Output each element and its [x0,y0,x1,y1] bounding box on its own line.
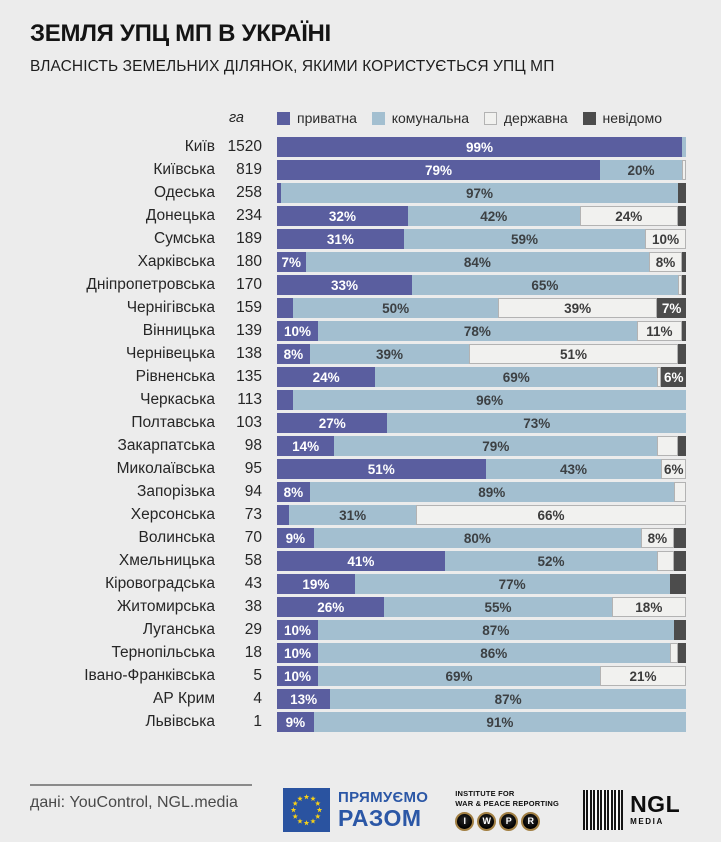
stacked-bar [277,367,686,387]
region-label: Рівненська [135,368,215,385]
chart-row [30,183,691,203]
chart-header [30,108,691,128]
bar-segment-private [277,505,289,525]
bar-segment-private: 51% [277,459,486,479]
region-label: Волинська [138,529,215,546]
chart-row [30,413,691,433]
bar-segment-unknown [682,275,686,295]
legend-label-communal: комунальна [391,110,470,126]
stacked-bar [277,252,686,272]
bar-segment-communal: 59% [404,229,645,249]
footer [30,784,691,832]
region-label: Сумська [154,230,215,247]
bar-segment-private: 10% [277,321,318,341]
bar-segment-communal: 52% [445,551,658,571]
stacked-bar [277,528,686,548]
stacked-bar [277,689,686,709]
chart-row [30,344,691,364]
legend-item-private [277,110,357,126]
legend-swatch-communal [372,112,385,125]
region-label: Полтавська [131,414,215,431]
page-title: ЗЕМЛЯ УПЦ МП В УКРАЇНІ [30,20,331,47]
hectares-value: 258 [236,184,262,201]
legend-swatch-state [484,112,497,125]
stacked-bar [277,597,686,617]
chart-row [30,436,691,456]
ngl-logo-line1: NGL [630,791,681,818]
bar-segment-communal: 73% [387,413,686,433]
bar-segment-state: 6% [661,459,686,479]
stacked-bar [277,712,686,732]
chart-row [30,482,691,502]
stacked-bar [277,436,686,456]
bar-segment-private [277,298,293,318]
chart-row [30,528,691,548]
hectares-value: 180 [236,253,262,270]
ngl-logo-text [630,791,681,826]
bar-segment-communal: 79% [334,436,657,456]
bar-segment-communal: 89% [310,482,674,502]
hectares-value: 1520 [227,138,262,155]
stacked-bar [277,275,686,295]
bar-segment-communal [682,137,686,157]
bar-segment-unknown [682,252,686,272]
region-label: Херсонська [130,506,215,523]
bar-segment-private: 24% [277,367,375,387]
bar-segment-private: 79% [277,160,600,180]
bar-segment-unknown: 6% [661,367,686,387]
bar-segment-private: 8% [277,344,310,364]
chart-row [30,229,691,249]
region-label: Київська [153,161,215,178]
region-label: Львівська [145,713,215,730]
data-source: дані: YouControl, NGL.media [30,784,252,812]
chart-row [30,390,691,410]
stacked-bar [277,620,686,640]
iwpr-key-p: P [499,812,518,831]
bar-segment-communal: 20% [600,160,682,180]
bar-segment-unknown [678,206,686,226]
chart-row [30,275,691,295]
bar-segment-private: 10% [277,643,318,663]
hectares-value: 189 [236,230,262,247]
chart-row [30,689,691,709]
stacked-bar [277,298,686,318]
hectares-value: 159 [236,299,262,316]
chart-row [30,367,691,387]
chart-row [30,712,691,732]
bar-segment-unknown [678,643,686,663]
bar-segment-communal: 65% [412,275,678,295]
region-label: Миколаївська [116,460,215,477]
iwpr-logo-line1: INSTITUTE FOR [455,789,515,799]
partner-logos [283,788,680,832]
bar-segment-unknown [678,344,686,364]
stacked-bar [277,551,686,571]
region-label: Луганська [142,621,215,638]
bar-segment-unknown [674,528,686,548]
bar-segment-unknown [674,551,686,571]
eu-logo [283,788,428,832]
chart-row [30,643,691,663]
bar-segment-unknown: 7% [657,298,686,318]
bar-segment-private: 33% [277,275,412,295]
bar-segment-state: 66% [416,505,686,525]
eu-logo-line1: ПРЯМУЄМО [338,789,429,806]
region-label: Запорізька [137,483,215,500]
region-label: Кіровоградська [105,575,215,592]
bar-segment-private: 9% [277,712,314,732]
chart-row [30,459,691,479]
region-label: Чернігівська [126,299,215,316]
bar-segment-communal: 31% [289,505,416,525]
chart-rows [30,137,691,732]
bar-segment-communal: 42% [408,206,580,226]
bar-segment-private: 26% [277,597,384,617]
region-label: Дніпропетровська [86,276,215,293]
bar-segment-private: 14% [277,436,334,456]
region-label: Донецька [145,207,215,224]
iwpr-logo-text [455,789,559,808]
legend [277,110,686,126]
bar-segment-communal: 69% [375,367,657,387]
legend-swatch-private [277,112,290,125]
bar-segment-unknown [678,436,686,456]
bar-segment-private [277,390,293,410]
bar-segment-private: 9% [277,528,314,548]
bar-segment-state: 8% [641,528,674,548]
hectares-value: 103 [236,414,262,431]
bar-segment-communal: 86% [318,643,670,663]
stacked-bar [277,160,686,180]
bar-segment-private: 10% [277,666,318,686]
chart-row [30,574,691,594]
iwpr-key-r: R [521,812,540,831]
bar-segment-unknown [670,574,686,594]
bar-segment-private: 13% [277,689,330,709]
hectares-value: 73 [244,506,262,523]
stacked-bar [277,229,686,249]
iwpr-key-w: W [477,812,496,831]
bar-segment-state: 21% [600,666,686,686]
stacked-bar [277,459,686,479]
bar-segment-communal: 78% [318,321,637,341]
hectares-value: 1 [253,713,262,730]
hectares-value: 38 [244,598,262,615]
bar-segment-private: 8% [277,482,310,502]
chart-row [30,252,691,272]
hectares-value: 139 [236,322,262,339]
bar-segment-communal: 87% [318,620,674,640]
stacked-bar [277,643,686,663]
chart-row [30,620,691,640]
chart-row [30,551,691,571]
stacked-bar [277,505,686,525]
bar-segment-state: 10% [645,229,686,249]
ngl-media-logo [583,790,680,830]
region-label: Житомирська [116,598,215,615]
bar-segment-state: 8% [649,252,682,272]
bar-segment-state: 18% [612,597,686,617]
hectares-value: 58 [244,552,262,569]
legend-item-communal [372,110,469,126]
region-label: Тернопільська [111,644,215,661]
chart-row [30,298,691,318]
iwpr-logo [455,789,559,831]
bar-segment-state [682,160,686,180]
iwpr-key-icons [455,812,540,831]
legend-item-unknown [583,110,662,126]
legend-label-state: державна [503,110,568,126]
chart-row [30,206,691,226]
chart-row [30,597,691,617]
hectares-value: 4 [253,690,262,707]
bar-segment-private: 10% [277,620,318,640]
hectares-value: 29 [244,621,262,638]
bar-segment-state [674,482,686,502]
chart-row [30,505,691,525]
eu-flag-icon [283,788,330,832]
hectares-value: 94 [244,483,262,500]
bar-segment-communal: 69% [318,666,600,686]
unit-header: га [228,110,244,126]
hectares-value: 170 [236,276,262,293]
bar-segment-communal: 80% [314,528,641,548]
bar-segment-private: 7% [277,252,306,272]
hectares-value: 135 [236,368,262,385]
bar-segment-state: 39% [498,298,658,318]
bar-segment-private: 19% [277,574,355,594]
iwpr-logo-line2: WAR & PEACE REPORTING [455,798,560,808]
region-label: Київ [184,138,215,155]
region-label: Чернівецька [126,345,215,362]
hectares-value: 138 [236,345,262,362]
region-label: Хмельницька [118,552,215,569]
iwpr-key-i: I [455,812,474,831]
stacked-bar [277,183,686,203]
page-subtitle: ВЛАСНІСТЬ ЗЕМЕЛЬНИХ ДІЛЯНОК, ЯКИМИ КОРИСТУЄТЬСЯ УПЦ МП [30,58,555,75]
region-label: Одеська [154,184,215,201]
bar-segment-communal: 77% [355,574,670,594]
bar-segment-state: 24% [580,206,678,226]
stacked-bar [277,206,686,226]
hectares-value: 819 [236,161,262,178]
hectares-value: 95 [244,460,262,477]
hectares-value: 70 [244,529,262,546]
stacked-bar [277,482,686,502]
eu-logo-line2: РАЗОМ [338,805,422,831]
bar-segment-private: 31% [277,229,404,249]
stacked-bar [277,413,686,433]
chart-row [30,321,691,341]
ngl-barcode-icon [583,790,623,830]
bar-segment-private: 99% [277,137,682,157]
bar-segment-unknown [682,321,686,341]
stacked-bar [277,321,686,341]
bar-segment-communal: 96% [293,390,686,410]
legend-item-state [484,110,568,126]
region-label: Закарпатська [117,437,215,454]
bar-segment-state [657,551,673,571]
hectares-value: 5 [253,667,262,684]
bar-segment-communal: 84% [306,252,650,272]
hectares-value: 98 [244,437,262,454]
region-label: Івано-Франківська [84,667,215,684]
bar-segment-state: 11% [637,321,682,341]
hectares-value: 113 [237,391,262,408]
bar-segment-state: 51% [469,344,678,364]
bar-segment-private: 32% [277,206,408,226]
hectares-value: 234 [236,207,262,224]
bar-segment-state [670,643,678,663]
stacked-bar [277,390,686,410]
hectares-value: 18 [244,644,262,661]
bar-segment-communal: 50% [293,298,498,318]
stacked-bar [277,137,686,157]
bar-segment-unknown [678,183,686,203]
bar-segment-communal: 91% [314,712,686,732]
legend-swatch-unknown [583,112,596,125]
legend-label-private: приватна [297,110,357,126]
chart-row [30,137,691,157]
stacked-bar [277,574,686,594]
chart-row [30,666,691,686]
eu-logo-text [338,790,428,830]
bar-segment-communal: 87% [330,689,686,709]
ngl-logo-line2: MEDIA [630,816,664,826]
stacked-bar [277,666,686,686]
bar-segment-state [657,436,677,456]
region-label: Вінницька [142,322,215,339]
chart-row [30,160,691,180]
bar-segment-private: 27% [277,413,387,433]
region-label: Черкаська [140,391,215,408]
bar-segment-unknown [674,620,686,640]
legend-label-unknown: невідомо [602,110,662,126]
region-label: АР Крим [153,690,215,707]
bar-segment-communal: 97% [281,183,678,203]
region-label: Харківська [137,253,215,270]
bar-segment-communal: 43% [486,459,662,479]
bar-segment-communal: 39% [310,344,470,364]
bar-segment-communal: 55% [384,597,611,617]
hectares-value: 43 [244,575,262,592]
stacked-bar [277,344,686,364]
bar-segment-private: 41% [277,551,445,571]
